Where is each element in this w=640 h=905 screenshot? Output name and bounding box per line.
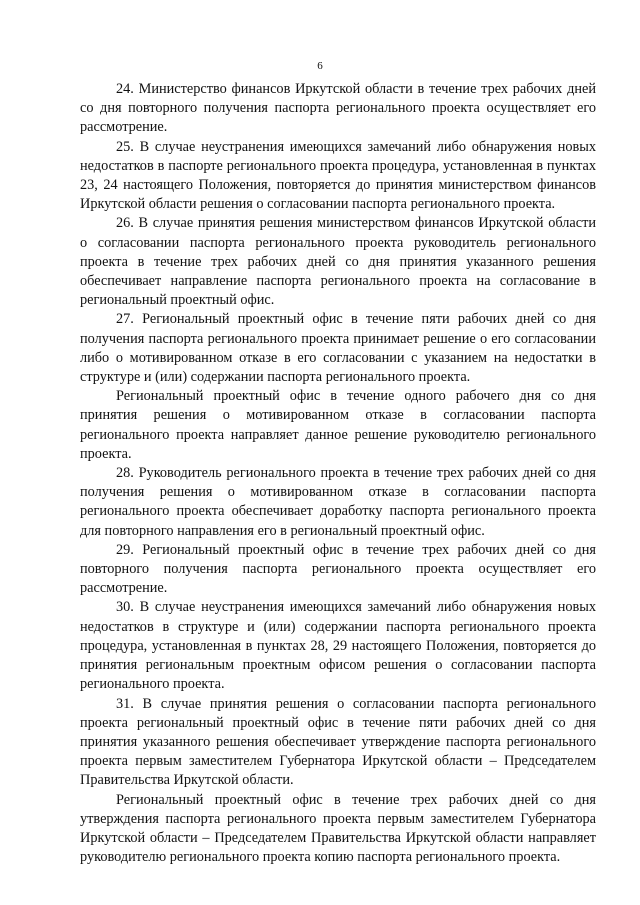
paragraph-28: 28. Руководитель регионального проекта в течение трех рабочих дней со дня получения решения о мотивированном отказе в согласовании паспорта регионального проекта обеспечивает доработку паспорта регионального проекта для повторного направления его в региональный проектный офис. xyxy=(80,465,596,539)
paragraph-26: 26. В случае принятия решения министерством финансов Иркутской области о согласовании паспорта регионального проекта руководитель регионального проекта в течение трех рабочих дней со дня принятия указанного решения обеспечивает направление паспорта регионального проекта на согласование в региональный проектный офис. xyxy=(80,215,596,309)
document-body xyxy=(80,80,596,867)
paragraph-27: 27. Региональный проектный офис в течение пяти рабочих дней со дня получения паспорта регионального проекта принимает решение о его согласовании либо о мотивированном отказе в его согласовании с указанием на недостатки в структуре и (или) содержании паспорта регионального проекта. xyxy=(80,311,596,386)
paragraph-29: 29. Региональный проектный офис в течение трех рабочих дней со дня повторного получения паспорта регионального проекта осуществляет его рассмотрение. xyxy=(80,541,596,597)
paragraph-25: 25. В случае неустранения имеющихся замечаний либо обнаружения новых недостатков в паспорте регионального проекта процедура, установленная в пунктах 23, 24 настоящего Положения, повторяется до принятия министерством финансов Иркутской области решения о согласовании паспорта регионального проекта. xyxy=(80,138,596,213)
paragraph-30: 30. В случае неустранения имеющихся замечаний либо обнаружения новых недостатков в структуре и (или) содержании паспорта регионального проекта процедура, установленная в пунктах 28, 29 настоящего Положения, повторяется до принятия региональным проектным офисом решения о согласовании паспорта регионального проекта. xyxy=(80,599,596,693)
page-number: 6 xyxy=(317,60,323,72)
paragraph-27-continuation: Региональный проектный офис в течение одного рабочего дня со дня принятия решения о мотивированном отказе в согласовании паспорта регионального проекта направляет данное решение руководителю регионального проекта. xyxy=(80,388,596,462)
paragraph-24: 24. Министерство финансов Иркутской области в течение трех рабочих дней со дня повторного получения паспорта регионального проекта осуществляет его рассмотрение. xyxy=(80,81,596,136)
paragraph-31-continuation: Региональный проектный офис в течение трех рабочих дней со дня утверждения паспорта регионального проекта первым заместителем Губернатора Иркутской области – Председателем Правительства Иркутской области направляет руководителю регионального проекта копию паспорта регионального проекта. xyxy=(80,791,596,866)
paragraph-31: 31. В случае принятия решения о согласовании паспорта регионального проекта региональный проектный офис в течение пяти рабочих дней со дня принятия указанного решения обеспечивает утверждение паспорта регионального проекта первым заместителем Губернатора Иркутской области – Председателем Правительства Иркутской области. xyxy=(80,695,596,789)
